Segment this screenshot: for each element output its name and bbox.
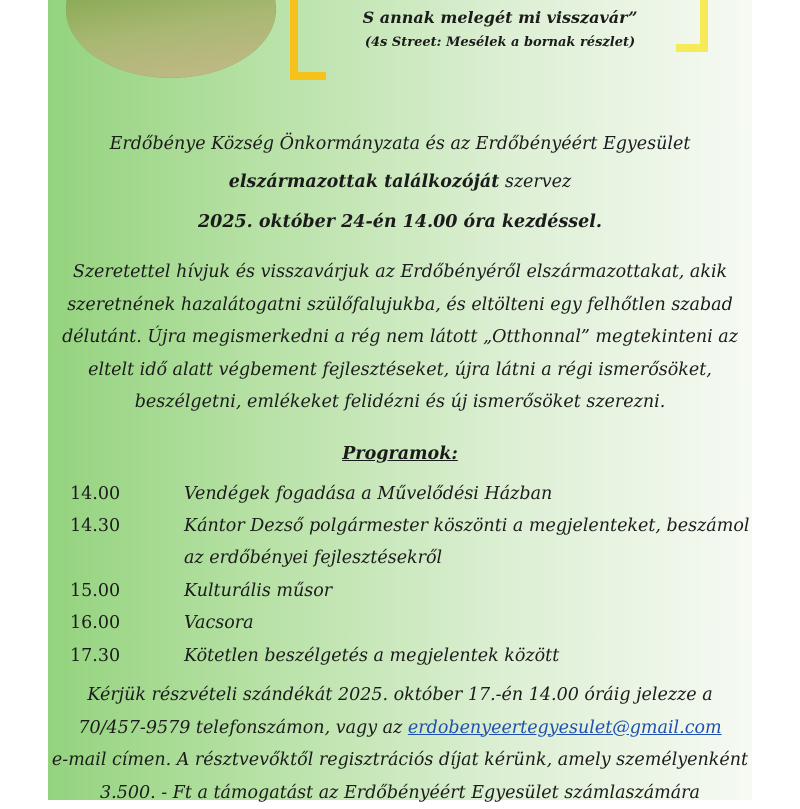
closing-line — [0, 712, 800, 745]
event-bold: elszármazottak találkozóját — [229, 172, 500, 192]
program-desc: Vendégek fogadása a Művelődési Házban — [184, 484, 552, 504]
program-time: 14.30 — [70, 516, 120, 536]
yellow-bracket-left-foot — [290, 72, 326, 80]
program-desc: Vacsora — [184, 613, 254, 633]
program-desc-continued: az erdőbényei fejlesztésekről — [184, 548, 442, 568]
closing-paragraph — [0, 679, 800, 809]
event-rest: szervez — [499, 172, 571, 192]
invitation-line: Szeretettel hívjuk és visszavárjuk az Erdőbényéről elszármazottakat, akik — [0, 256, 800, 289]
program-time: 15.00 — [70, 581, 120, 601]
program-time: 16.00 — [70, 613, 120, 633]
quote-source: (4s Street: Mesélek a bornak részlet) — [300, 35, 700, 50]
hill-field — [66, 0, 276, 78]
event-line — [0, 172, 800, 192]
program-desc: Kulturális műsor — [184, 581, 332, 601]
closing-line: Kérjük részvételi szándékát 2025. október 17.-én 14.00 óráig jelezze a — [0, 679, 800, 712]
closing-line: e-mail címen. A résztvevőktől regisztrációs díjat kérünk, amely személyenként — [0, 744, 800, 777]
programs-title: Programok: — [0, 444, 800, 464]
email-link[interactable]: erdobenyeertegyesulet@gmail.com — [408, 718, 722, 738]
yellow-bracket-left — [290, 0, 298, 80]
program-desc: Kántor Dezső polgármester köszönti a megjelenteket, beszámol — [184, 516, 749, 536]
program-desc: Kötetlen beszélgetés a megjelentek között — [184, 646, 559, 666]
quote-line: S annak melegét mi visszavár” — [300, 8, 700, 27]
phone-text: 70/457-9579 telefonszámon, vagy az — [78, 718, 408, 738]
invitation-line: délutánt. Újra megismerkedni a rég nem látott „Otthonnal” megtekinteni az — [0, 321, 800, 354]
program-time: 14.00 — [70, 484, 120, 504]
organizers-line: Erdőbénye Község Önkormányzata és az Erdőbényéért Egyesület — [0, 134, 800, 154]
program-time: 17.30 — [70, 646, 120, 666]
invitation-paragraph — [0, 256, 800, 419]
village-photo — [66, 0, 276, 78]
closing-line: 3.500. - Ft a támogatást az Erdőbényéért Egyesület számlaszámára — [0, 777, 800, 809]
date-line: 2025. október 24-én 14.00 óra kezdéssel. — [0, 212, 800, 232]
invitation-line: eltelt idő alatt végbement fejlesztéseket, újra látni a régi ismerősöket, — [0, 354, 800, 387]
invitation-line: szeretnének hazalátogatni szülőfalujukba, és eltölteni egy felhőtlen szabad — [0, 289, 800, 322]
invitation-line: beszélgetni, emlékeket felidézni és új ismerősöket szerezni. — [0, 386, 800, 419]
